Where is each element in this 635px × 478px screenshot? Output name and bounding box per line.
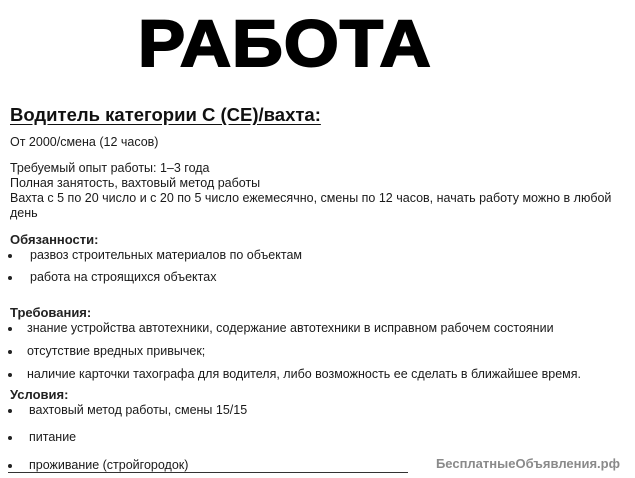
duty-item-text: работа на строящихся объектах bbox=[30, 270, 217, 284]
shift-schedule-line: Вахта с 5 по 20 число и с 20 по 5 число ежемесячно, смены по 12 часов, начать работу можно в любой bbox=[10, 191, 612, 205]
requirement-item-text: знание устройства автотехники, содержание автотехники в исправном рабочем состоянии bbox=[27, 321, 554, 335]
bottom-divider bbox=[8, 472, 408, 473]
requirement-item bbox=[27, 344, 205, 359]
bullet-icon bbox=[8, 436, 12, 440]
job-info-block bbox=[10, 161, 625, 221]
bullet-icon bbox=[8, 276, 12, 280]
bullet-icon bbox=[8, 464, 12, 468]
condition-item bbox=[29, 403, 247, 418]
bullet-icon bbox=[8, 327, 12, 331]
site-watermark: БесплатныеОбъявления.рф bbox=[435, 456, 620, 471]
condition-item-text: питание bbox=[29, 430, 77, 444]
shift-schedule-line-continued: день bbox=[10, 206, 38, 220]
duty-item-text: развоз строительных материалов по объектам bbox=[30, 248, 302, 262]
condition-item-text: вахтовый метод работы, смены 15/15 bbox=[29, 403, 248, 417]
bullet-icon bbox=[8, 409, 12, 413]
job-title: Водитель категории С (СЕ)/вахта: bbox=[10, 104, 321, 125]
condition-item bbox=[29, 458, 188, 473]
bullet-icon bbox=[8, 254, 12, 258]
requirement-item-text: отсутствие вредных привычек; bbox=[27, 344, 206, 358]
duty-item bbox=[30, 270, 216, 285]
salary-text: От 2000/смена (12 часов) bbox=[10, 135, 159, 149]
requirement-item-text: наличие карточки тахографа для водителя, либо возможность ее сделать в ближайшее время. bbox=[27, 367, 581, 381]
employment-line: Полная занятость, вахтовый метод работы bbox=[10, 176, 261, 190]
page-headline: РАБОТА bbox=[138, 6, 432, 80]
bullet-icon bbox=[8, 350, 12, 354]
condition-item-text: проживание (стройгородок) bbox=[29, 458, 189, 472]
requirement-item bbox=[27, 321, 554, 336]
experience-line: Требуемый опыт работы: 1–3 года bbox=[10, 161, 210, 175]
condition-item bbox=[29, 430, 76, 445]
requirements-heading: Требования: bbox=[10, 305, 92, 320]
bullet-icon bbox=[8, 373, 12, 377]
duty-item bbox=[30, 248, 302, 263]
conditions-heading: Условия: bbox=[10, 387, 69, 402]
duties-heading: Обязанности: bbox=[10, 232, 99, 247]
requirement-item bbox=[27, 367, 581, 382]
